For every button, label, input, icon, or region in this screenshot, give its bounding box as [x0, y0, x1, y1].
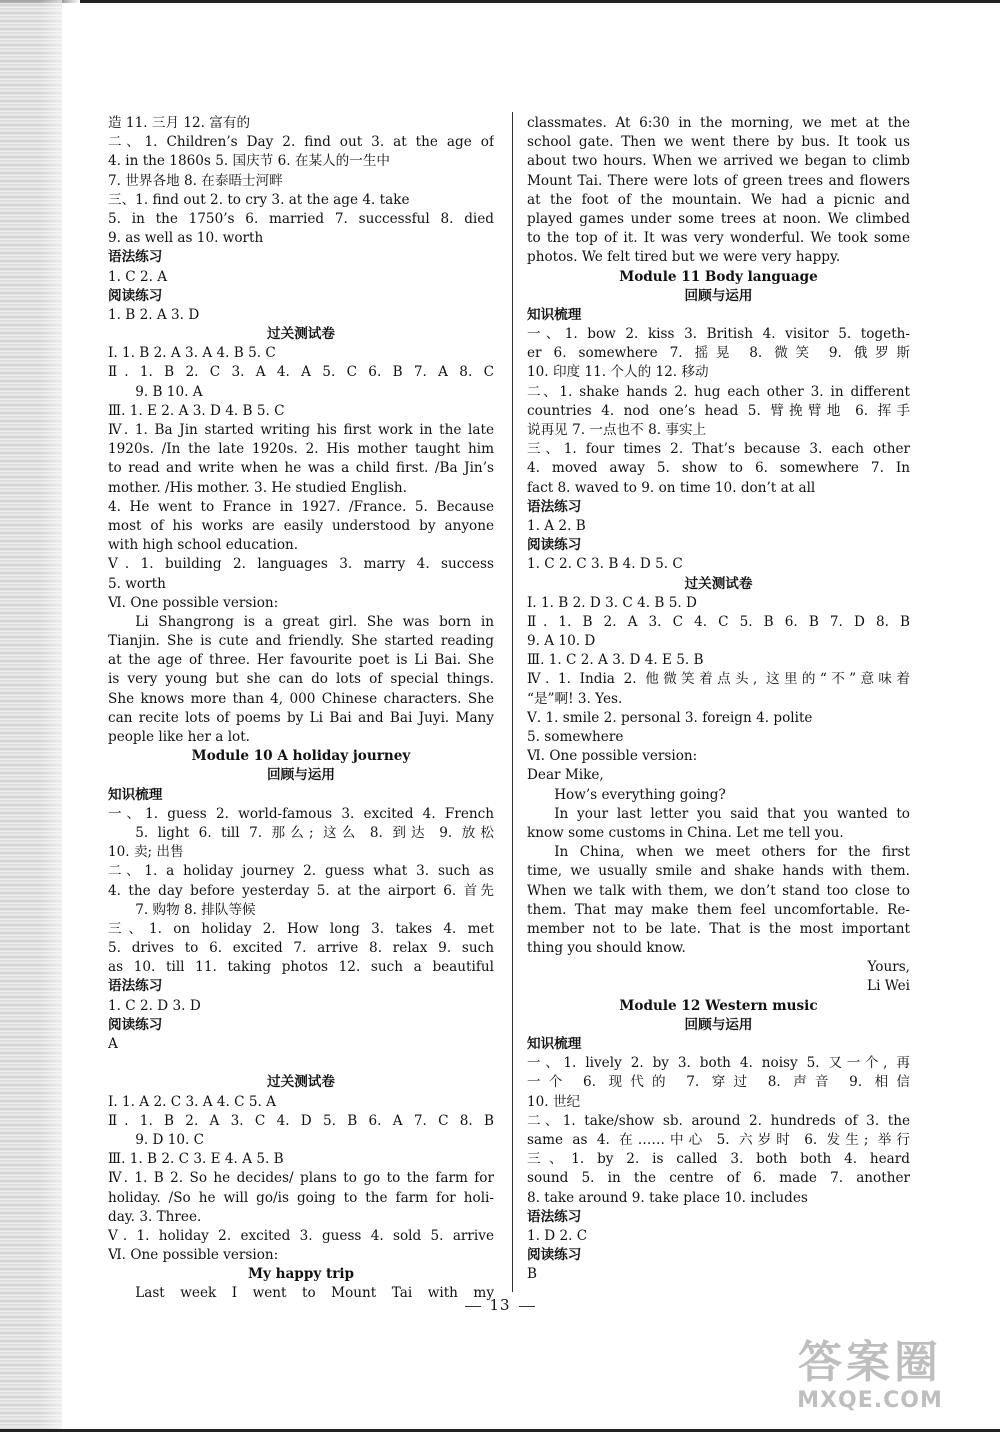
text-line: Ⅴ. 1. building 2. languages 3. marry 4. success [108, 556, 494, 573]
text-line: 二、1. shake hands 2. hug each other 3. in different [527, 383, 910, 400]
text-line: 9. as well as 10. worth [108, 230, 264, 247]
watermark-logo: 答案圈 [798, 1337, 942, 1388]
text-line: 9. D 10. C [135, 1131, 205, 1148]
text-line: 4. the day before yesterday 5. at the airport 6. 首先 [108, 882, 494, 899]
text-line: 三、1. by 2. is called 3. both both 4. heard [527, 1151, 910, 1168]
text-line: Ⅳ. 1. B 2. So he decides/ plans to go to the farm for [108, 1170, 494, 1187]
text-line: Module 10 A holiday journey [191, 748, 411, 765]
text-line: Ⅴ. 1. smile 2. personal 3. foreign 4. polite [527, 709, 813, 726]
text-line: 二、1. Children’s Day 2. find out 3. at the age of [108, 134, 494, 151]
text-line: can recite lots of poems by Li Bai and Bai Juyi. Many [108, 709, 494, 726]
text-line: Ⅲ. 1. E 2. A 3. D 4. B 5. C [108, 402, 285, 419]
text-line: Tianjin. She is cute and friendly. She started reading [108, 633, 494, 650]
text-line: them. That may make them feel uncomfortable. Re- [527, 901, 910, 918]
text-line: to read and write when he was a child first. /Ba Jin’s [108, 460, 494, 477]
text-line: countries 4. nod one’s head 5. 臂挽臂地 6. 挥手 [527, 402, 910, 419]
text-line: 1. A 2. B [527, 517, 586, 534]
text-line: 5. worth [108, 575, 166, 592]
text-line: 二、1. take/show sb. around 2. hundreds of 3. the [527, 1112, 910, 1129]
text-line: Last week I went to Mount Tai with my [135, 1285, 494, 1302]
text-line: 一、1. guess 2. world-famous 3. excited 4. French [108, 805, 494, 822]
text-line: 4. moved away 5. show to 6. somewhere 7. In [527, 460, 910, 477]
watermark-url: MXQE.COM [797, 1388, 943, 1413]
text-line [108, 1054, 494, 1073]
text-line: 5. in the 1750’s 6. married 7. successful 8. died [108, 210, 494, 227]
text-line: to the top of it. It was very wonderful. We took some [527, 230, 910, 247]
text-line: Ⅲ. 1. C 2. A 3. D 4. E 5. B [527, 652, 704, 669]
text-line: 过关测试卷 [684, 575, 753, 592]
text-line: Module 12 Western music [619, 997, 818, 1014]
text-line: “是”啊! 3. Yes. [527, 690, 623, 707]
text-line: 阅读练习 [108, 287, 163, 304]
text-line: Li Wei [867, 978, 910, 995]
text-line: 一、1. lively 2. by 3. both 4. noisy 5. 又一个, 再 [527, 1055, 910, 1072]
text-line: is very young but she can do lots of special things. [108, 671, 494, 688]
text-line: 5. light 6. till 7. 那么; 这么 8. 到达 9. 放松 [135, 824, 494, 841]
text-line: 知识梳理 [527, 306, 582, 323]
text-line: Ⅵ. One possible version: [108, 1247, 279, 1264]
text-line: 10. 世纪 [527, 1093, 581, 1110]
text-line: Ⅳ. 1. Ba Jin started writing his first work in the late [108, 422, 494, 438]
text-line: sound 5. in the centre of 6. made 7. another [527, 1170, 910, 1187]
text-line: Ⅱ. 1. B 2. A 3. C 4. C 5. B 6. B 7. D 8. B [527, 613, 910, 630]
text-line: 回顾与运用 [684, 1016, 753, 1033]
text-line: school gate. Then we went there by bus. It took us [527, 134, 910, 151]
text-line: In China, when we meet others for the first [554, 844, 910, 861]
watermark [770, 1338, 970, 1418]
text-line: 8. take around 9. take place 10. includes [527, 1189, 808, 1206]
text-line: 过关测试卷 [267, 326, 335, 343]
text-line: Ⅲ. 1. B 2. C 3. E 4. A 5. B [108, 1151, 284, 1168]
text-line: 1. C 2. D 3. D [108, 997, 201, 1014]
text-line: My happy trip [247, 1266, 355, 1283]
text-line: 造 11. 三月 12. 富有的 [108, 115, 251, 131]
text-line: thing you should know. [527, 940, 686, 957]
text-line: 1. D 2. C [527, 1227, 588, 1244]
text-line: 知识梳理 [527, 1036, 582, 1052]
text-line: Ⅳ. 1. India 2. 他微笑着点头, 这里的“不”意味着 [527, 671, 910, 688]
text-line: 1. C 2. A [108, 268, 168, 285]
text-line: 10. 印度 11. 个人的 12. 移动 [527, 364, 709, 381]
text-line: Li Shangrong is a great girl. She was born in [135, 613, 494, 630]
text-line: 一个 6. 现代的 7. 穿过 8. 声音 9. 相信 [527, 1074, 910, 1091]
text-line: Ⅵ. One possible version: [527, 748, 698, 765]
text-line: Ⅱ. 1. B 2. A 3. C 4. D 5. B 6. A 7. C 8. B [108, 1112, 494, 1129]
text-line: 知识梳理 [108, 786, 163, 803]
text-line: about two hours. When we arrived we began to climb [527, 153, 910, 170]
text-line: Yours, [867, 959, 910, 976]
text-line: 7. 购物 8. 排队等候 [135, 901, 256, 918]
text-line: as 10. till 11. taking photos 12. such a beautiful [108, 959, 494, 976]
text-line: When we talk with them, we don’t stand too close to [527, 882, 910, 899]
text-line: 9. B 10. A [135, 383, 203, 400]
text-line: 9. A 10. D [527, 633, 596, 650]
text-line: 三、1. find out 2. to cry 3. at the age 4. take [108, 191, 410, 208]
text-line: 5. drives to 6. excited 7. arrive 8. relax 9. such [108, 940, 494, 957]
text-line: 二、1. a holiday journey 2. guess what 3. such as [108, 863, 494, 880]
text-line: 三、1. on holiday 2. How long 3. takes 4. met [108, 920, 494, 937]
text-line: classmates. At 6:30 in the morning, we met at the [527, 115, 910, 131]
text-line: played games under some trees at noon. We climbed [527, 210, 910, 227]
text-line: at the foot of the mountain. We had a picnic and [527, 191, 910, 208]
text-line: with high school education. [108, 537, 299, 554]
top-border [0, 0, 1000, 3]
text-line: 回顾与运用 [267, 767, 335, 784]
text-line: 7. 世界各地 8. 在泰晤士河畔 [108, 172, 283, 189]
text-line: 4. in the 1860s 5. 国庆节 6. 在某人的一生中 [108, 153, 391, 170]
text-line: 语法练习 [108, 978, 163, 995]
page-number [0, 1296, 1000, 1314]
text-line: 三、1. four times 2. That’s because 3. each other [527, 441, 910, 458]
text-line: Module 11 Body language [619, 268, 818, 285]
column-divider [512, 112, 513, 1292]
text-line: 10. 卖; 出售 [108, 844, 184, 861]
text-line: Ⅰ. 1. A 2. C 3. A 4. C 5. A [108, 1093, 277, 1110]
text-line: 语法练习 [527, 498, 582, 515]
text-line: know some customs in China. Let me tell you. [527, 824, 844, 841]
text-line: She knows more than 4, 000 Chinese characters. She [108, 690, 494, 707]
text-line: most of his works are easily understood by anyone [108, 517, 494, 534]
text-line: 说再见 7. 一点也不 8. 事实上 [527, 422, 707, 438]
text-line: Mount Tai. There were lots of green trees and flowers [527, 172, 910, 189]
text-line: mother. /His mother. 3. He studied English. [108, 479, 407, 496]
text-line: 阅读练习 [108, 1016, 163, 1033]
text-line: holiday. /So he will go/is going to the farm for holi- [108, 1189, 494, 1206]
text-line: 一、1. bow 2. kiss 3. British 4. visitor 5. togeth- [527, 326, 910, 343]
text-line: fact 8. waved to 9. on time 10. don’t at all [527, 479, 816, 496]
text-line: same as 4. 在……中心 5. 六岁时 6. 发生; 举行 [527, 1131, 910, 1148]
text-line: Ⅰ. 1. B 2. D 3. C 4. B 5. D [527, 594, 697, 611]
text-line: at the age of three. Her favourite poet is Li Bai. She [108, 652, 494, 669]
text-line: time, we usually smile and shake hands with them. [527, 863, 910, 880]
text-line: Dear Mike, [527, 767, 604, 784]
right-column [527, 114, 910, 1284]
text-line: 1. C 2. C 3. B 4. D 5. C [527, 556, 683, 573]
text-line: Ⅵ. One possible version: [108, 594, 279, 611]
text-line: Ⅱ. 1. B 2. C 3. A 4. A 5. C 6. B 7. A 8. C [108, 364, 494, 381]
page-number-text: 13 [489, 1296, 511, 1314]
text-line: photos. We felt tired but we were very happy. [527, 249, 841, 266]
text-line: 过关测试卷 [267, 1074, 335, 1091]
text-line: B [527, 1266, 537, 1283]
text-line: 4. He went to France in 1927. /France. 5. Because [108, 498, 494, 515]
text-line: A [108, 1036, 118, 1052]
text-line: 1. B 2. A 3. D [108, 306, 200, 323]
text-line: 语法练习 [108, 249, 163, 266]
text-line: Ⅴ. 1. holiday 2. excited 3. guess 4. sold 5. arrive [108, 1227, 494, 1244]
left-column [108, 114, 494, 1304]
text-line: 阅读练习 [527, 537, 582, 554]
text-line: 语法练习 [527, 1208, 582, 1225]
text-line: How’s everything going? [554, 786, 726, 803]
text-line: 5. somewhere [527, 729, 624, 745]
text-line: 阅读练习 [527, 1247, 582, 1264]
text-line: Ⅰ. 1. B 2. A 3. A 4. B 5. C [108, 345, 276, 362]
text-line: people like her a lot. [108, 729, 251, 745]
text-line: 回顾与运用 [684, 287, 753, 304]
text-line: 1920s. /In the late 1920s. 2. His mother taught him [108, 441, 494, 458]
text-line: day. 3. Three. [108, 1208, 202, 1225]
text-line: er 6. somewhere 7. 摇晃 8. 微笑 9. 俄罗斯 [527, 345, 910, 362]
text-line: In your last letter you said that you wanted to [554, 805, 910, 822]
text-line: member not to be late. That is the most important [527, 920, 910, 937]
